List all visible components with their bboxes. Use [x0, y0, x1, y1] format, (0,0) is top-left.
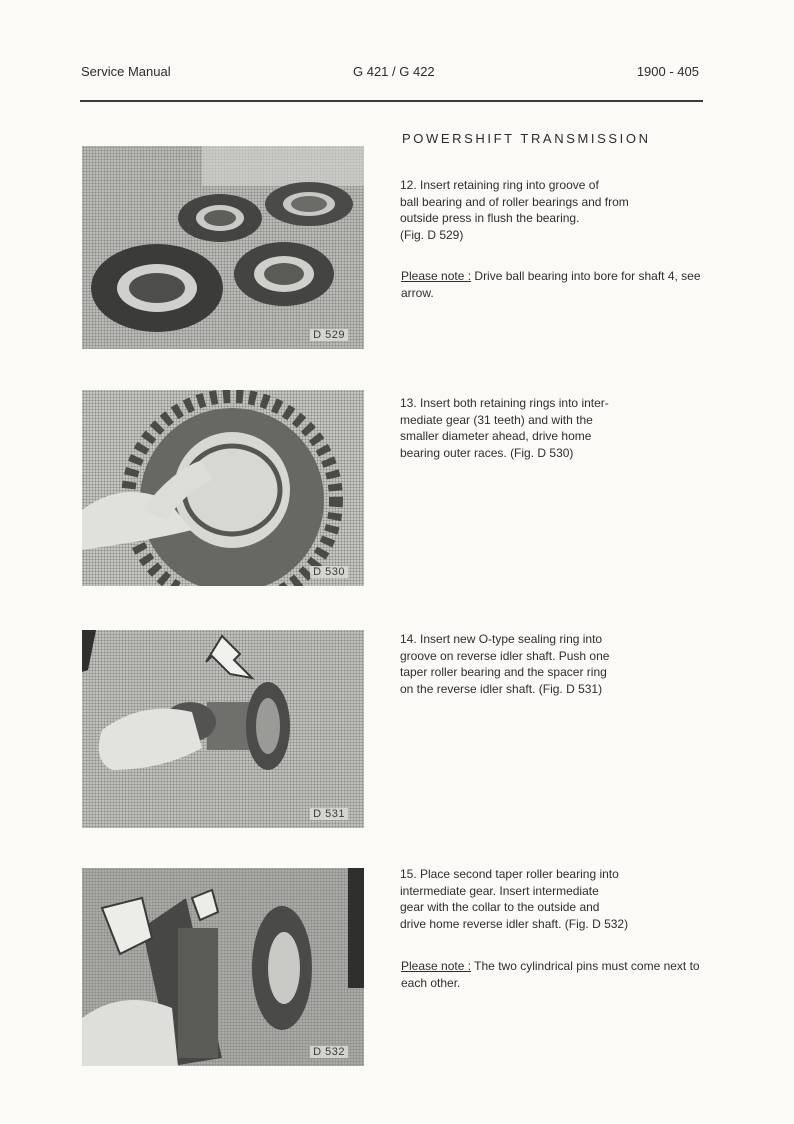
note-text: Drive ball bearing into bore for shaft 4, see arrow. [401, 269, 701, 300]
header-model: G 421 / G 422 [353, 64, 435, 79]
note-label: Please note : [401, 959, 472, 973]
arrow-icon [206, 636, 252, 678]
figure-label: D 532 [310, 1046, 348, 1058]
figure-d529-bearings [82, 146, 364, 349]
figure-label: D 531 [310, 808, 348, 820]
step-15-note [401, 958, 711, 991]
header-manual-title: Service Manual [81, 64, 171, 79]
step-12-text: 12. Insert retaining ring into groove of ball bearing and of roller bearings and from outside press in flush the bearing. (Fig. D 529) [400, 178, 629, 242]
step-12-note [401, 268, 711, 301]
section-title: POWERSHIFT TRANSMISSION [402, 131, 651, 146]
header-rule [80, 100, 703, 102]
figure-d530-gear [82, 390, 364, 586]
gear-illustration [82, 390, 364, 586]
step-13-text: 13. Insert both retaining rings into inter- mediate gear (31 teeth) and with the smaller diameter ahead, drive home bearing outer races. (Fig. D 530) [400, 396, 609, 460]
note-label: Please note : [401, 269, 472, 283]
figure-label: D 529 [310, 329, 348, 341]
figure-d531-idler-shaft [82, 630, 364, 828]
page-header [81, 64, 703, 84]
step-14-text: 14. Insert new O-type sealing ring into groove on reverse idler shaft. Push one taper roller bearing and the spacer ring on the reverse idler shaft. (Fig. D 531) [400, 632, 610, 696]
header-page-number: 1900 - 405 [636, 64, 699, 79]
bearings-illustration [82, 146, 364, 349]
figure-label: D 530 [310, 566, 348, 578]
step-15-text: 15. Place second taper roller bearing into intermediate gear. Insert intermediate gear with the collar to the outside and drive home reverse idler shaft. (Fig. D 532) [400, 867, 629, 931]
note-text: The two cylindrical pins must come next to each other. [401, 959, 700, 990]
figure-d532-intermediate-gear [82, 868, 364, 1066]
idler-shaft-illustration [82, 630, 364, 828]
intermediate-gear-illustration [82, 868, 364, 1066]
